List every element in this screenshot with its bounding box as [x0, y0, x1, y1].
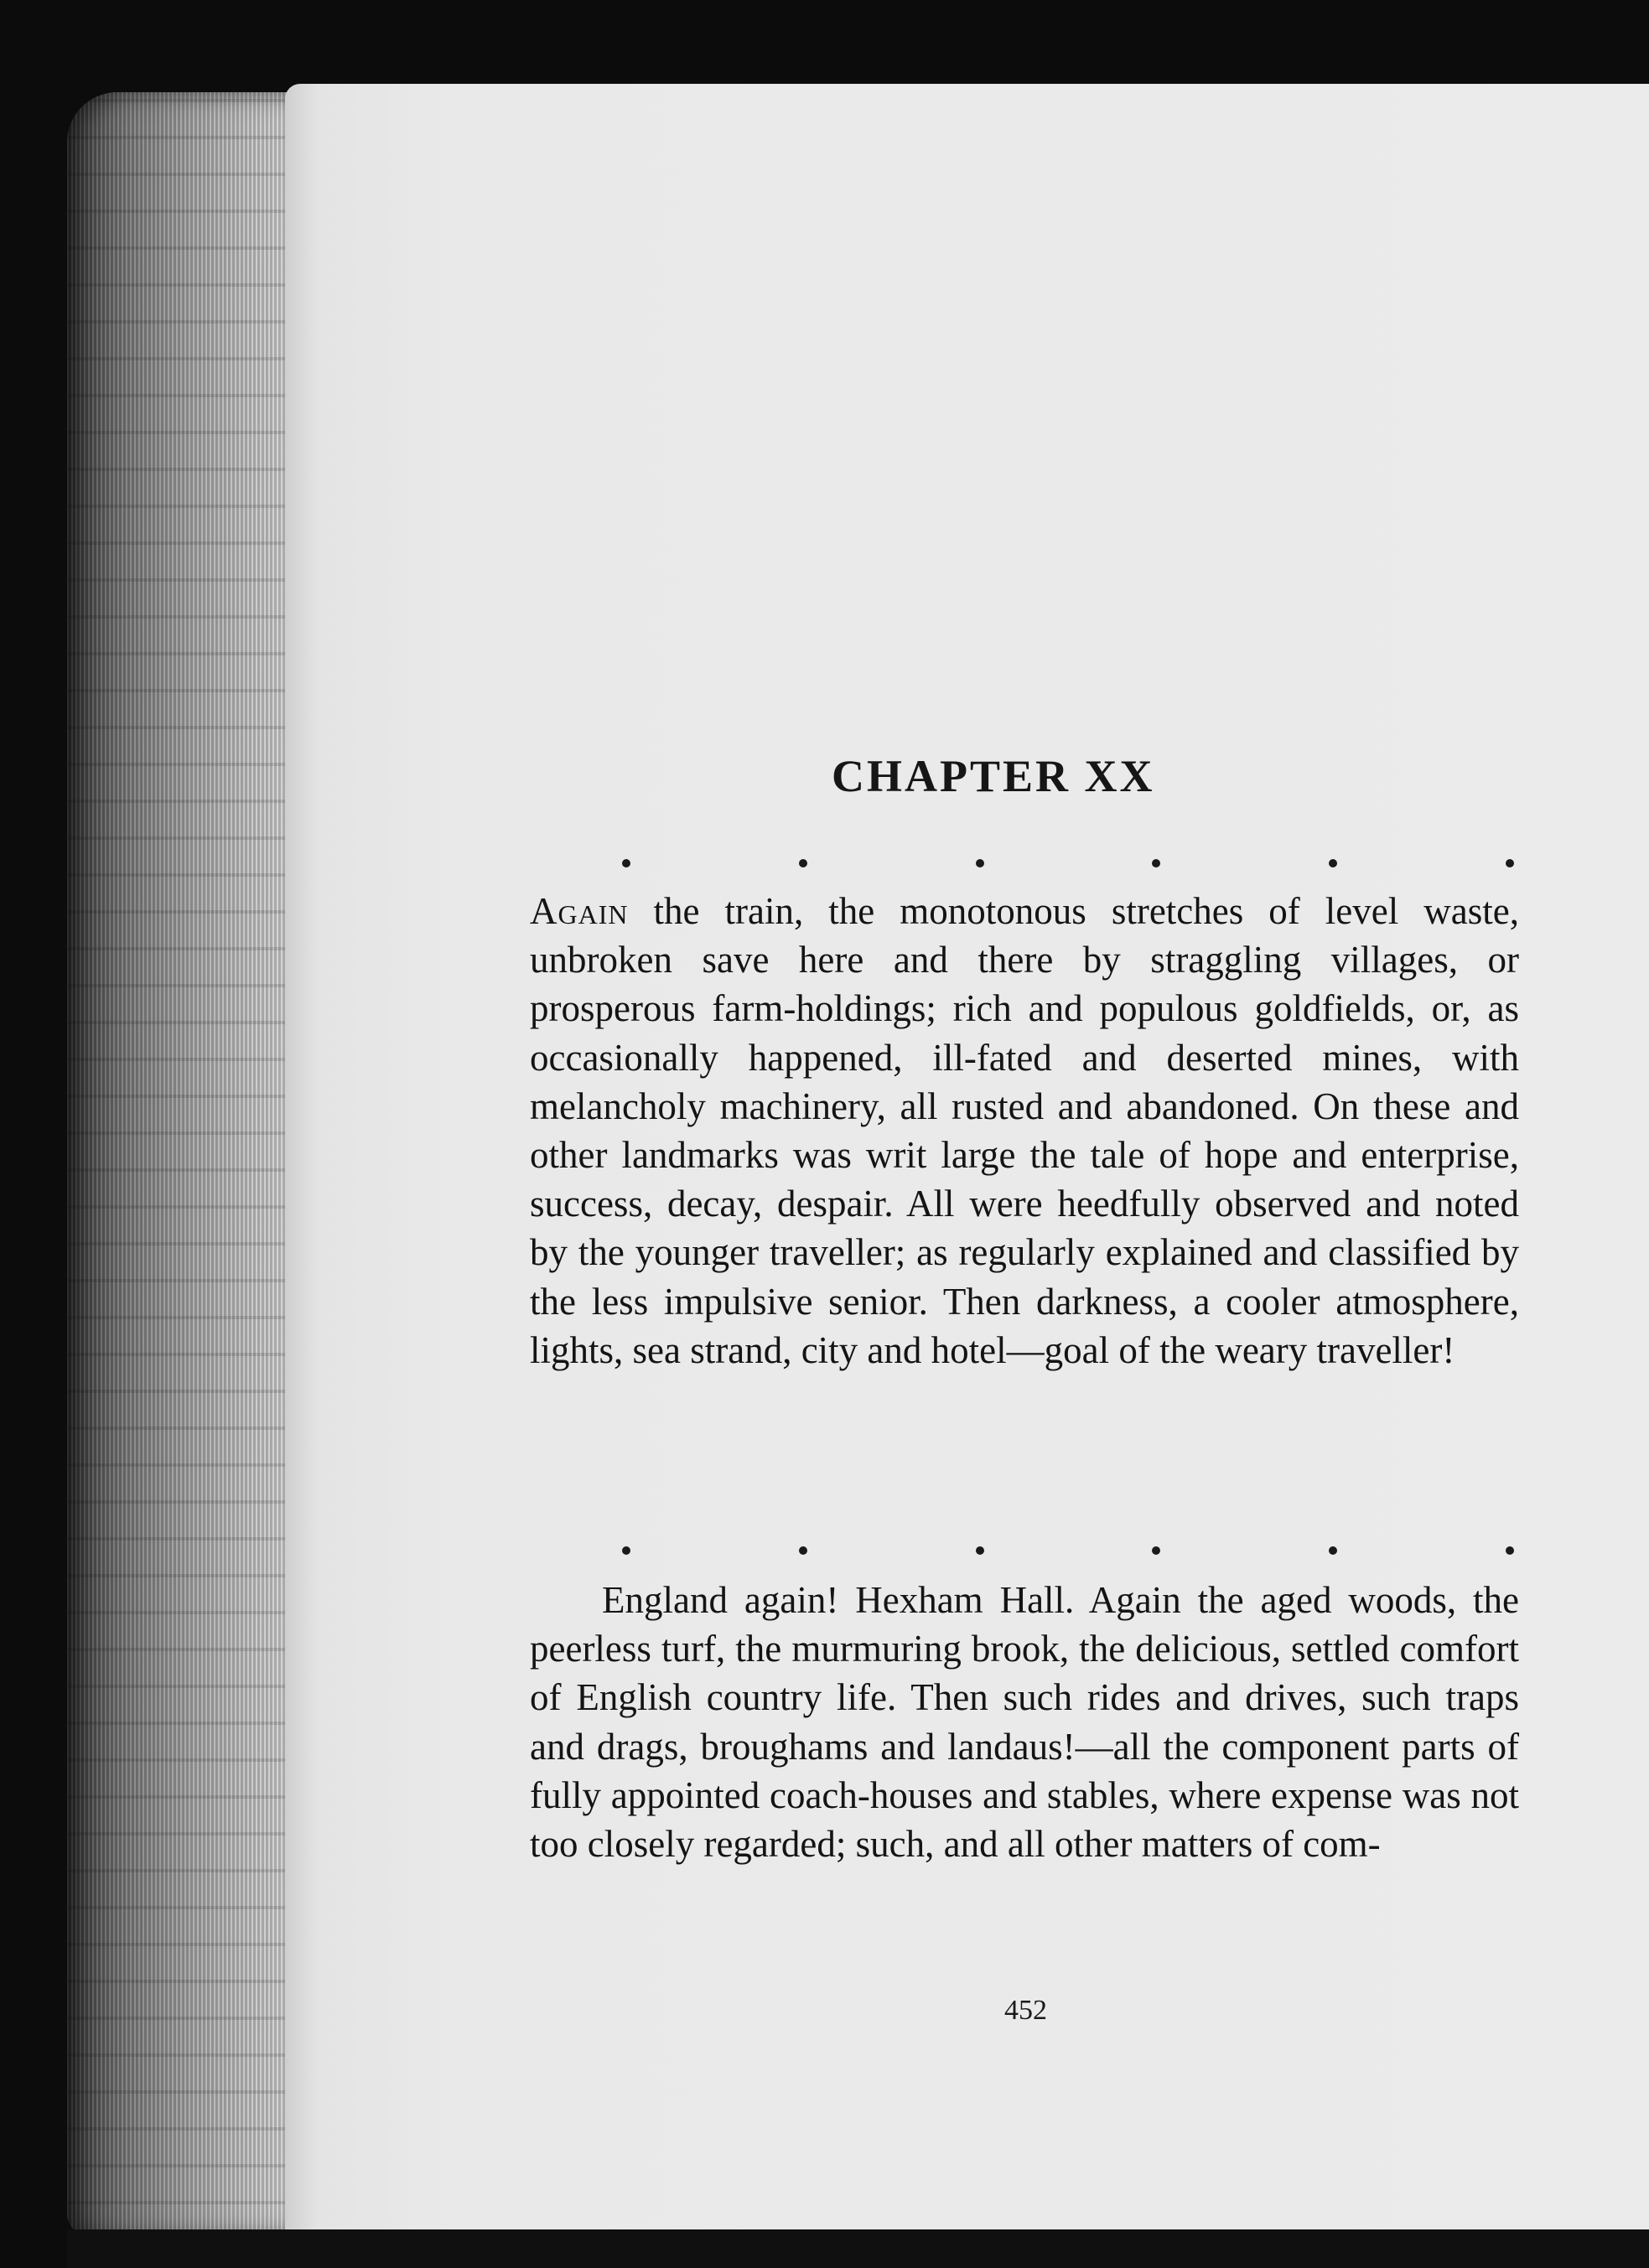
ellipsis-dot	[1329, 1546, 1337, 1555]
bottom-shadow	[67, 2229, 1649, 2268]
ellipsis-dot	[1506, 859, 1514, 867]
ellipsis-dot	[976, 1546, 984, 1555]
body-paragraph: England again! Hexham Hall. Again the aged woods, the peerless turf, the murmuring brook, the delicious, settled comfort of English country life. Then such rides and drives, such traps and drags, broughams and landaus!—all the component parts of fully appointed coach-houses and stables, where expense was not too closely regarded; such, and all other matters of com-	[530, 1579, 1519, 1866]
section-break-dots	[530, 1546, 1519, 1563]
ellipsis-dot	[1152, 1546, 1160, 1555]
ellipsis-dot	[622, 1546, 630, 1555]
ellipsis-dot	[799, 1546, 807, 1555]
paragraph-lead-word: Again	[530, 890, 629, 932]
ellipsis-dot	[1506, 1546, 1514, 1555]
ellipsis-dot	[976, 859, 984, 867]
chapter-heading: CHAPTER XX	[832, 751, 1155, 801]
ellipsis-dot	[799, 859, 807, 867]
section-break-dots	[530, 859, 1519, 876]
page-number: 452	[1004, 1995, 1047, 2026]
ellipsis-dot	[1329, 859, 1337, 867]
body-paragraph	[530, 887, 1519, 1375]
ellipsis-dot	[1152, 859, 1160, 867]
book-page-edges	[67, 92, 302, 2238]
paragraph-text: the train, the monotonous stretches of level waste, unbroken save here and there by straggling villages, or prosperous farm-holdings; rich and populous goldfields, or, as occasionally happened, ill-fated and deserted mines, with melancholy machinery, all rusted and abandoned. On these and other landmarks was writ large the tale of hope and enterprise, success, decay, despair. All were heedfully observed and noted by the younger traveller; as regularly explained and classified by the less impulsive senior. Then darkness, a cooler atmosphere, lights, sea strand, city and hotel—goal of the weary traveller!	[530, 890, 1519, 1371]
ellipsis-dot	[622, 859, 630, 867]
